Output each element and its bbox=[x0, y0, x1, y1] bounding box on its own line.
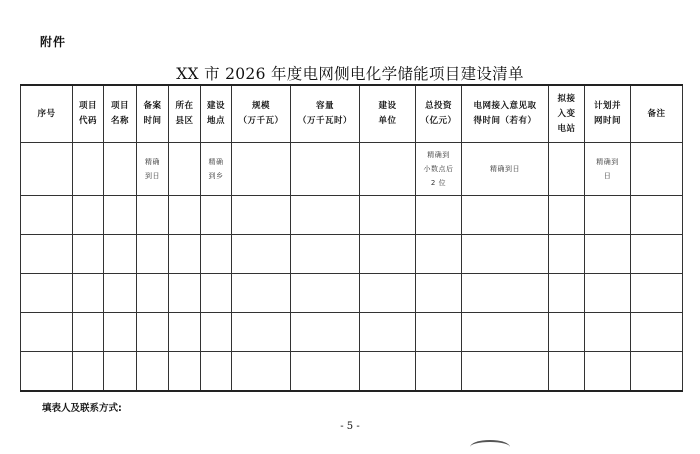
table-cell bbox=[169, 352, 201, 392]
column-header-filing-date: 备案 时间 bbox=[137, 85, 169, 143]
table-row bbox=[21, 274, 683, 313]
table-cell-note bbox=[21, 143, 73, 196]
table-cell bbox=[137, 352, 169, 392]
table-cell bbox=[169, 235, 201, 274]
filler-contact-label: 填表人及联系方式: bbox=[42, 403, 122, 414]
table-cell bbox=[201, 274, 232, 313]
table-cell bbox=[585, 235, 631, 274]
table-cell bbox=[585, 196, 631, 235]
table-cell bbox=[169, 196, 201, 235]
table-cell bbox=[21, 352, 73, 392]
table-cell bbox=[137, 274, 169, 313]
table-cell bbox=[549, 352, 585, 392]
table-cell bbox=[291, 313, 360, 352]
table-cell-note: 精确 到乡 bbox=[201, 143, 232, 196]
table-cell bbox=[631, 196, 683, 235]
table-cell bbox=[291, 352, 360, 392]
column-header-remarks: 备注 bbox=[631, 85, 683, 143]
binding-mark bbox=[470, 440, 510, 454]
table-cell bbox=[462, 196, 549, 235]
page-number: - 5 - bbox=[340, 421, 360, 432]
column-header-site: 建设 地点 bbox=[201, 85, 232, 143]
table-cell bbox=[416, 352, 462, 392]
table-row-guidance bbox=[21, 143, 683, 196]
table-cell-note: 精确 到日 bbox=[137, 143, 169, 196]
table-cell bbox=[21, 274, 73, 313]
table-cell bbox=[104, 235, 137, 274]
table-cell bbox=[585, 352, 631, 392]
table-cell bbox=[232, 352, 291, 392]
table-cell bbox=[73, 274, 104, 313]
table-cell bbox=[201, 196, 232, 235]
column-header-grid-connection-date: 计划并 网时间 bbox=[585, 85, 631, 143]
table-cell bbox=[416, 274, 462, 313]
table-cell bbox=[549, 313, 585, 352]
table-cell bbox=[137, 313, 169, 352]
table-cell-note: 精确到 小数点后 2 位 bbox=[416, 143, 462, 196]
table-cell bbox=[291, 235, 360, 274]
table-cell bbox=[462, 274, 549, 313]
table-cell bbox=[104, 196, 137, 235]
table-cell bbox=[21, 313, 73, 352]
table-cell bbox=[201, 235, 232, 274]
table-cell bbox=[169, 274, 201, 313]
table-cell bbox=[73, 235, 104, 274]
attachment-label: 附件 bbox=[40, 35, 67, 49]
table-cell bbox=[137, 235, 169, 274]
table-row bbox=[21, 196, 683, 235]
table-cell bbox=[232, 274, 291, 313]
column-header-seq: 序号 bbox=[21, 85, 73, 143]
table-cell bbox=[416, 235, 462, 274]
table-cell-note bbox=[232, 143, 291, 196]
table-cell bbox=[549, 196, 585, 235]
column-header-investment: 总投资 （亿元） bbox=[416, 85, 462, 143]
table-cell bbox=[73, 196, 104, 235]
page-title: XX 市 2026 年度电网侧电化学储能项目建设清单 bbox=[176, 65, 524, 83]
table-cell-note bbox=[104, 143, 137, 196]
column-header-county: 所在 县区 bbox=[169, 85, 201, 143]
column-header-substation: 拟接 入变 电站 bbox=[549, 85, 585, 143]
table-cell bbox=[21, 235, 73, 274]
table-cell bbox=[462, 313, 549, 352]
table-cell bbox=[549, 235, 585, 274]
table-cell bbox=[416, 313, 462, 352]
table-cell bbox=[360, 235, 416, 274]
table-cell-note bbox=[631, 143, 683, 196]
table-cell bbox=[360, 352, 416, 392]
table-cell bbox=[360, 313, 416, 352]
table-row bbox=[21, 352, 683, 392]
table-cell bbox=[232, 313, 291, 352]
table-cell bbox=[462, 352, 549, 392]
table-cell bbox=[73, 352, 104, 392]
table-cell bbox=[232, 235, 291, 274]
table-cell bbox=[360, 196, 416, 235]
table-cell bbox=[201, 313, 232, 352]
table-cell bbox=[169, 313, 201, 352]
column-header-builder: 建设 单位 bbox=[360, 85, 416, 143]
table-cell-note bbox=[169, 143, 201, 196]
table-cell bbox=[631, 352, 683, 392]
table-cell bbox=[631, 235, 683, 274]
column-header-grid-opinion-date: 电网接入意见取 得时间（若有） bbox=[462, 85, 549, 143]
table-cell bbox=[104, 274, 137, 313]
table-row bbox=[21, 313, 683, 352]
table-row bbox=[21, 235, 683, 274]
table-cell-note: 精确到 日 bbox=[585, 143, 631, 196]
table-cell bbox=[291, 274, 360, 313]
table-cell bbox=[137, 196, 169, 235]
table-cell-note bbox=[360, 143, 416, 196]
table-cell bbox=[585, 274, 631, 313]
table-cell-note bbox=[73, 143, 104, 196]
table-cell bbox=[360, 274, 416, 313]
table-cell-note: 精确到日 bbox=[462, 143, 549, 196]
table-body bbox=[21, 143, 683, 392]
table-cell bbox=[585, 313, 631, 352]
project-list-table bbox=[20, 84, 683, 392]
table-cell bbox=[291, 196, 360, 235]
table-cell bbox=[631, 274, 683, 313]
table-cell bbox=[232, 196, 291, 235]
table-cell bbox=[549, 274, 585, 313]
column-header-project-name: 项目 名称 bbox=[104, 85, 137, 143]
header-row bbox=[21, 85, 683, 143]
table-cell bbox=[201, 352, 232, 392]
column-header-capacity: 容量 （万千瓦时） bbox=[291, 85, 360, 143]
column-header-project-code: 项目 代码 bbox=[73, 85, 104, 143]
table-cell bbox=[73, 313, 104, 352]
table-cell bbox=[462, 235, 549, 274]
table-cell bbox=[104, 313, 137, 352]
table-cell bbox=[416, 196, 462, 235]
table-cell-note bbox=[549, 143, 585, 196]
table-cell bbox=[104, 352, 137, 392]
column-header-scale: 规模 （万千瓦） bbox=[232, 85, 291, 143]
table-cell bbox=[21, 196, 73, 235]
table-cell bbox=[631, 313, 683, 352]
table-cell-note bbox=[291, 143, 360, 196]
